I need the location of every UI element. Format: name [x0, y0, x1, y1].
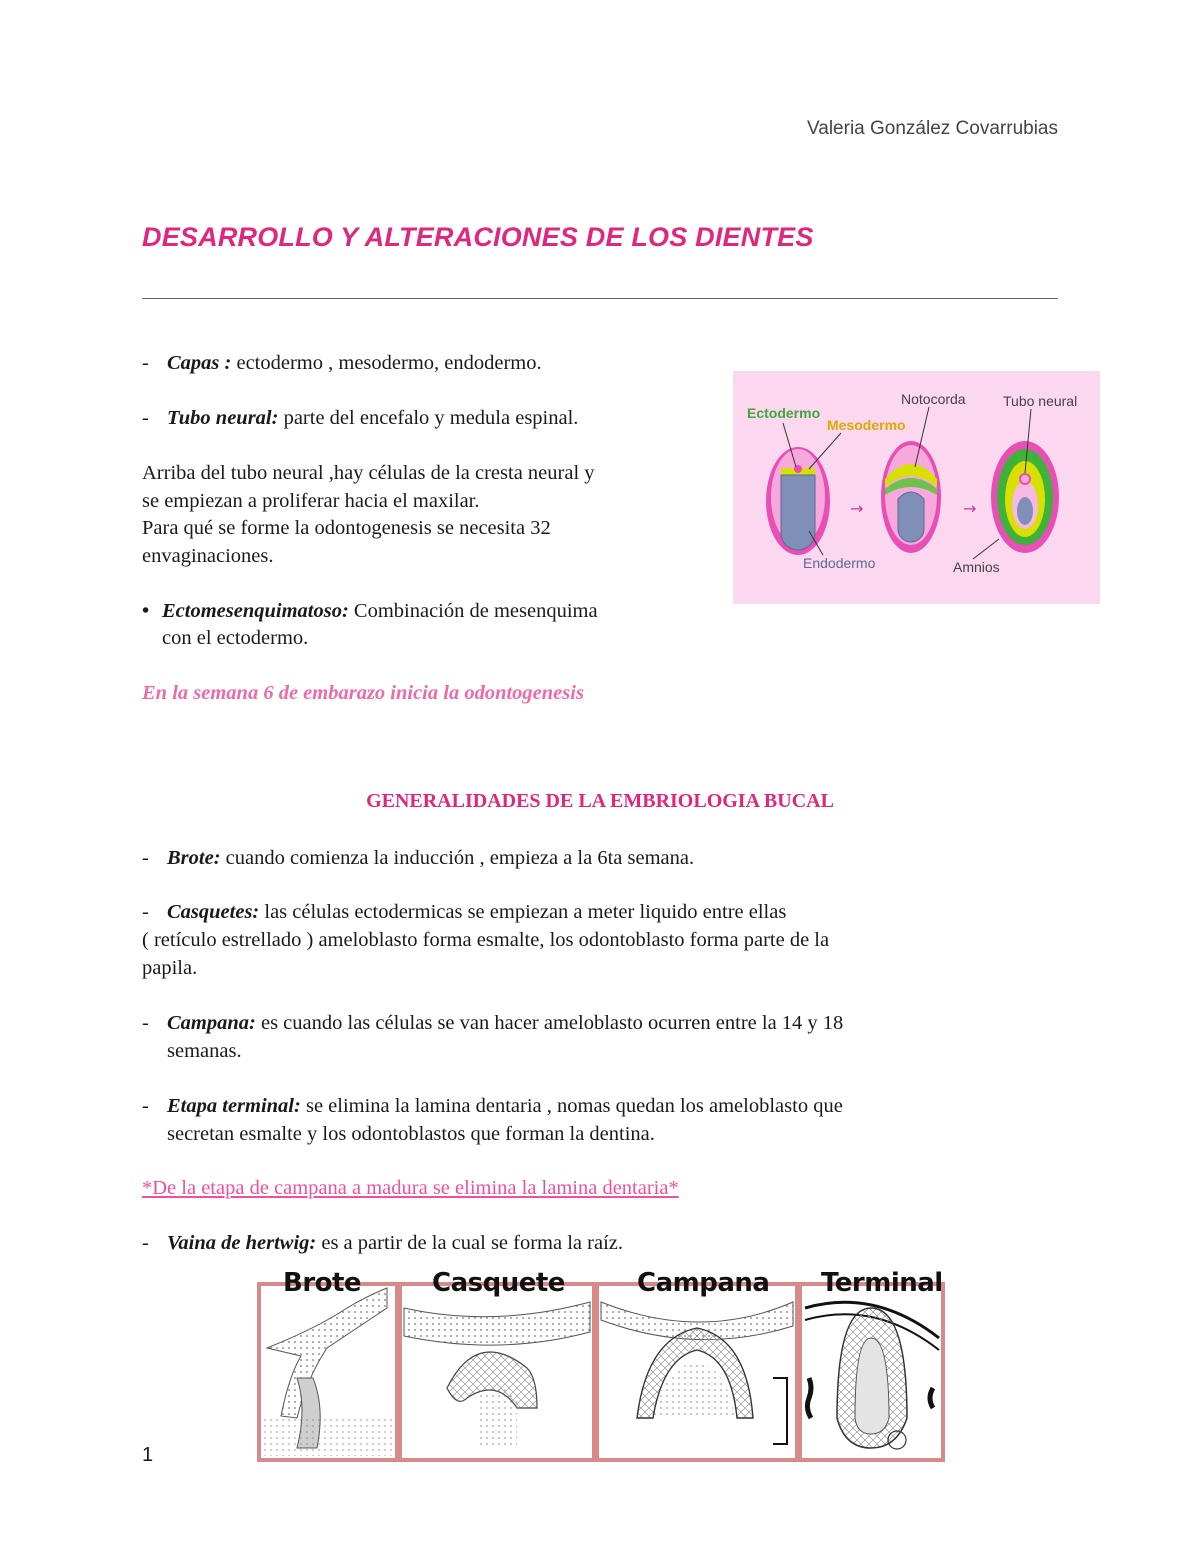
page-number: 1: [142, 1444, 154, 1466]
paragraph-line-1: Arriba del tubo neural ,hay células de la cresta neural y: [142, 462, 595, 484]
label-notocorda: Notocorda: [901, 391, 966, 407]
list-item-campana: - Campana: es cuando las células se van hacer ameloblasto ocurren entre la 14 y 18: [142, 1012, 844, 1034]
tubo-label: Tubo neural:: [167, 407, 279, 429]
campana-label: Campana:: [167, 1012, 256, 1034]
section-title-embriologia: GENERALIDADES DE LA EMBRIOLOGIA BUCAL: [366, 790, 834, 812]
stage-label-terminal: Terminal: [821, 1268, 943, 1298]
stage-label-casquete: Casquete: [432, 1268, 565, 1298]
list-item-etapa-terminal: - Etapa terminal: se elimina la lamina dentaria , nomas quedan los ameloblasto que: [142, 1095, 843, 1117]
bullet-ectomesenquimatoso: [142, 597, 598, 625]
brote-text: cuando comienza la inducción , empieza a la 6ta semana.: [220, 847, 695, 869]
label-tubo-neural: Tubo neural: [1003, 393, 1078, 409]
lamina-dentaria-note: *De la etapa de campana a madura se elimina la lamina dentaria*: [142, 1177, 679, 1199]
terminal-label: Etapa terminal:: [167, 1095, 301, 1117]
document-title: DESARROLLO Y ALTERACIONES DE LOS DIENTES: [142, 222, 814, 252]
casquetes-line-2: ( retículo estrellado ) ameloblasto forma esmalte, los odontoblasto forma parte de la: [142, 929, 830, 951]
casquetes-text: las células ectodermicas se empiezan a meter liquido entre ellas: [259, 901, 787, 923]
label-ectodermo: Ectodermo: [747, 405, 821, 421]
campana-text: es cuando las células se van hacer ameloblasto ocurren entre la 14 y 18: [255, 1012, 844, 1034]
casquetes-line-3: papila.: [142, 957, 198, 979]
terminal-text: se elimina la lamina dentaria , nomas quedan los ameloblasto que: [300, 1095, 843, 1117]
title-divider: [142, 298, 1058, 299]
embryo-layers-figure: [733, 371, 1100, 604]
tubo-text: parte del encefalo y medula espinal.: [278, 407, 579, 429]
stage-label-campana: Campana: [637, 1268, 770, 1298]
capas-label: Capas :: [167, 352, 232, 374]
bullet-icon: •: [142, 600, 150, 622]
paragraph-line-4: envaginaciones.: [142, 545, 274, 567]
label-endodermo: Endodermo: [803, 555, 876, 571]
paragraph-line-3: Para qué se forme la odontogenesis se necesita 32: [142, 517, 551, 539]
casquetes-label: Casquetes:: [167, 901, 260, 923]
label-mesodermo: Mesodermo: [827, 417, 906, 433]
ecto-label: Ectomesenquimatoso:: [162, 600, 349, 622]
vaina-label: Vaina de hertwig:: [167, 1232, 317, 1254]
vaina-text: es a partir de la cual se forma la raíz.: [316, 1232, 623, 1254]
ecto-text-2: con el ectodermo.: [162, 627, 309, 649]
campana-text-2: semanas.: [167, 1040, 242, 1062]
terminal-text-2: secretan esmalte y los odontoblastos que forman la dentina.: [167, 1123, 655, 1145]
label-amnios: Amnios: [953, 559, 1000, 575]
campana-line-2: [142, 1037, 242, 1065]
odontogenesis-note: En la semana 6 de embarazo inicia la odontogenesis: [142, 682, 584, 704]
svg-text:→: →: [850, 499, 864, 518]
capas-text: ectodermo , mesodermo, endodermo.: [231, 352, 542, 374]
list-item-brote: - Brote: cuando comienza la inducción , empieza a la 6ta semana.: [142, 847, 695, 869]
list-item-tubo-neural: - Tubo neural: parte del encefalo y medula espinal.: [142, 407, 579, 429]
list-item-capas: - Capas : ectodermo , mesodermo, endodermo.: [142, 352, 542, 374]
bullet-ecto-continuation: [142, 624, 308, 652]
brote-label: Brote:: [167, 847, 221, 869]
terminal-line-2: [142, 1120, 655, 1148]
svg-text:→: →: [963, 499, 977, 518]
list-item-casquetes: - Casquetes: las células ectodermicas se empiezan a meter liquido entre ellas: [142, 901, 787, 923]
tooth-stages-figure: [257, 1268, 945, 1462]
author-name: Valeria González Covarrubias: [807, 118, 1058, 139]
stage-label-brote: Brote: [283, 1268, 362, 1298]
ecto-text: Combinación de mesenquima: [348, 600, 598, 622]
list-item-vaina-hertwig: - Vaina de hertwig: es a partir de la cual se forma la raíz.: [142, 1232, 623, 1254]
paragraph-line-2: se empiezan a proliferar hacia el maxilar.: [142, 490, 480, 512]
